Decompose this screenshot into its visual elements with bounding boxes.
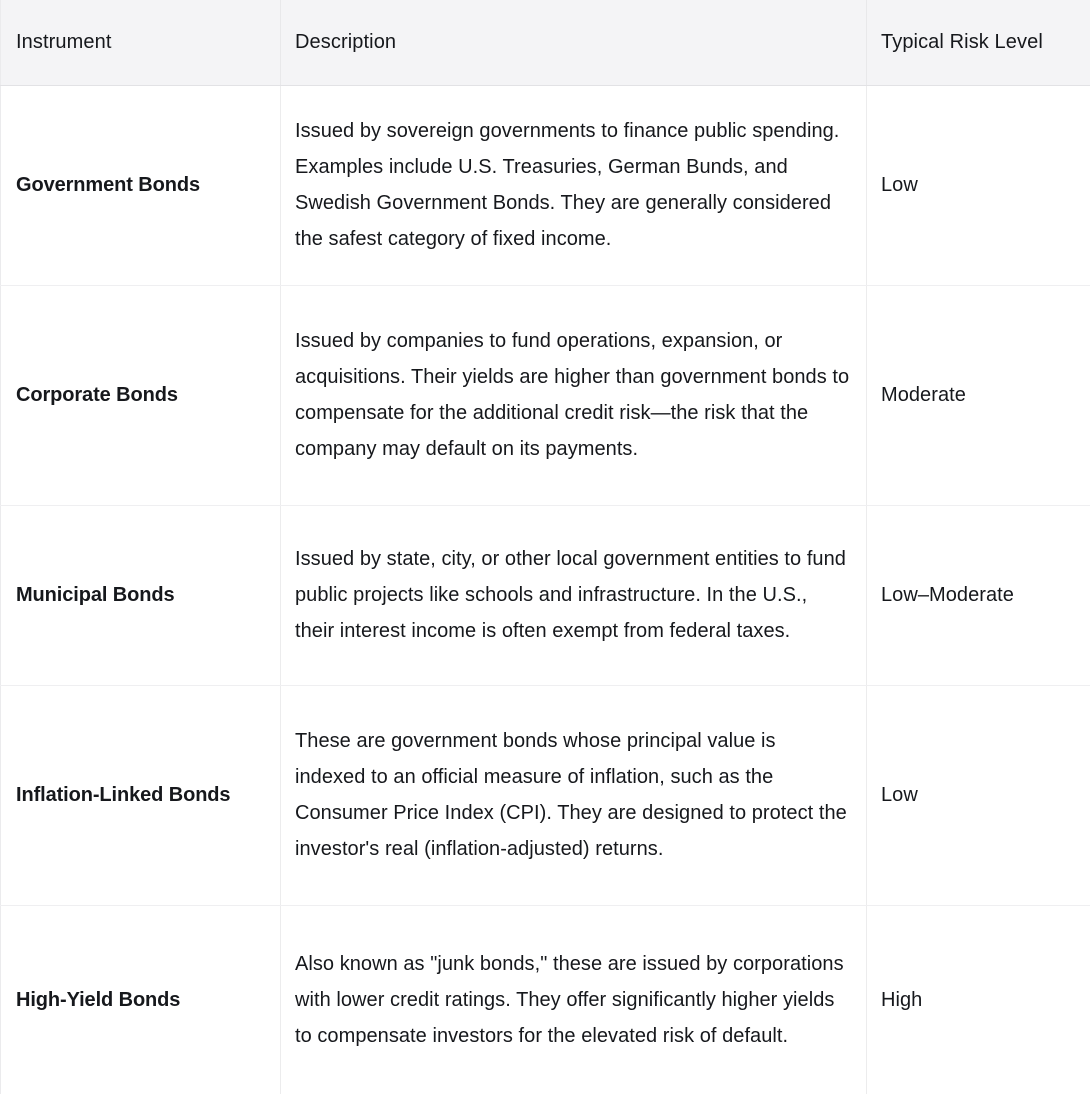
table-row <box>1 285 1090 505</box>
table-body <box>1 85 1090 1094</box>
cell-description: Issued by sovereign governments to finance public spending. Examples include U.S. Treasuries, German Bunds, and Swedish Government Bonds. They are generally considered the safest category of fixed income. <box>281 85 867 285</box>
cell-risk-level: Moderate <box>867 285 1090 505</box>
table-row <box>1 85 1090 285</box>
cell-risk-level: High <box>867 905 1090 1094</box>
cell-instrument: Corporate Bonds <box>1 285 281 505</box>
table-row <box>1 505 1090 685</box>
table-row <box>1 685 1090 905</box>
cell-risk-level: Low–Moderate <box>867 505 1090 685</box>
table-header <box>1 0 1090 85</box>
table-header-row <box>1 0 1090 85</box>
cell-risk-level: Low <box>867 685 1090 905</box>
cell-description: Issued by state, city, or other local government entities to fund public projects like schools and infrastructure. In the U.S., their interest income is often exempt from federal taxes. <box>281 505 867 685</box>
table-row <box>1 905 1090 1094</box>
cell-description: These are government bonds whose principal value is indexed to an official measure of inflation, such as the Consumer Price Index (CPI). They are designed to protect the investor's real (inflation-adjusted) returns. <box>281 685 867 905</box>
column-header-instrument: Instrument <box>1 0 281 85</box>
column-header-risk-level: Typical Risk Level <box>867 0 1090 85</box>
cell-instrument: High-Yield Bonds <box>1 905 281 1094</box>
cell-instrument: Inflation-Linked Bonds <box>1 685 281 905</box>
cell-description: Also known as "junk bonds," these are issued by corporations with lower credit ratings. They offer significantly higher yields to compensate investors for the elevated risk of default. <box>281 905 867 1094</box>
column-header-description: Description <box>281 0 867 85</box>
cell-instrument: Municipal Bonds <box>1 505 281 685</box>
cell-instrument: Government Bonds <box>1 85 281 285</box>
cell-risk-level: Low <box>867 85 1090 285</box>
cell-description: Issued by companies to fund operations, expansion, or acquisitions. Their yields are higher than government bonds to compensate for the additional credit risk—the risk that the company may default on its payments. <box>281 285 867 505</box>
